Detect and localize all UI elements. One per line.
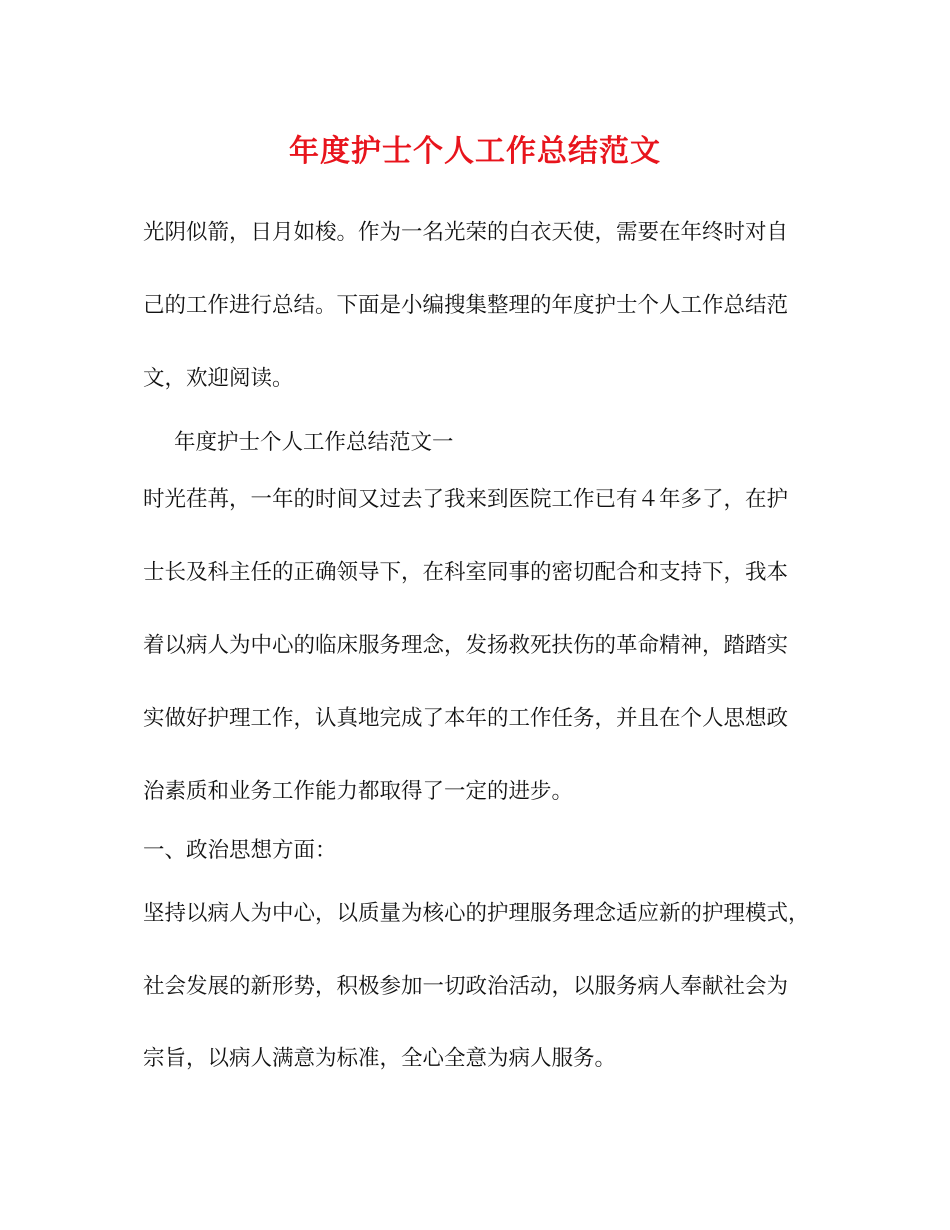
section-heading: 一、政治思想方面： <box>143 838 337 863</box>
paragraph-line: 治素质和业务工作能力都取得了一定的进步。 <box>143 779 574 804</box>
paragraph-line: 社会发展的新形势，积极参加一切政治活动，以服务病人奉献社会为 <box>143 974 789 999</box>
paragraph-line: 坚持以病人为中心，以质量为核心的护理服务理念适应新的护理模式， <box>143 901 810 926</box>
paragraph-line: 实做好护理工作，认真地完成了本年的工作任务，并且在个人思想政 <box>143 706 789 731</box>
paragraph-line: 士长及科主任的正确领导下，在科室同事的密切配合和支持下，我本 <box>143 560 789 585</box>
paragraph-line: 光阴似箭，日月如梭。作为一名光荣的白衣天使，需要在年终时对自 <box>143 220 789 245</box>
paragraph-line: 己的工作进行总结。下面是小编搜集整理的年度护士个人工作总结范 <box>143 293 789 318</box>
document-title: 年度护士个人工作总结范文 <box>289 134 661 169</box>
paragraph-line: 宗旨，以病人满意为标准，全心全意为病人服务。 <box>143 1046 617 1071</box>
paragraph-line: 着以病人为中心的临床服务理念，发扬救死扶伤的革命精神，踏踏实 <box>143 633 789 658</box>
paragraph-line: 文，欢迎阅读。 <box>143 366 294 391</box>
section-subtitle: 年度护士个人工作总结范文一 <box>174 430 454 455</box>
paragraph-line: 时光荏苒，一年的时间又过去了我来到医院工作已有４年多了，在护 <box>143 487 789 512</box>
